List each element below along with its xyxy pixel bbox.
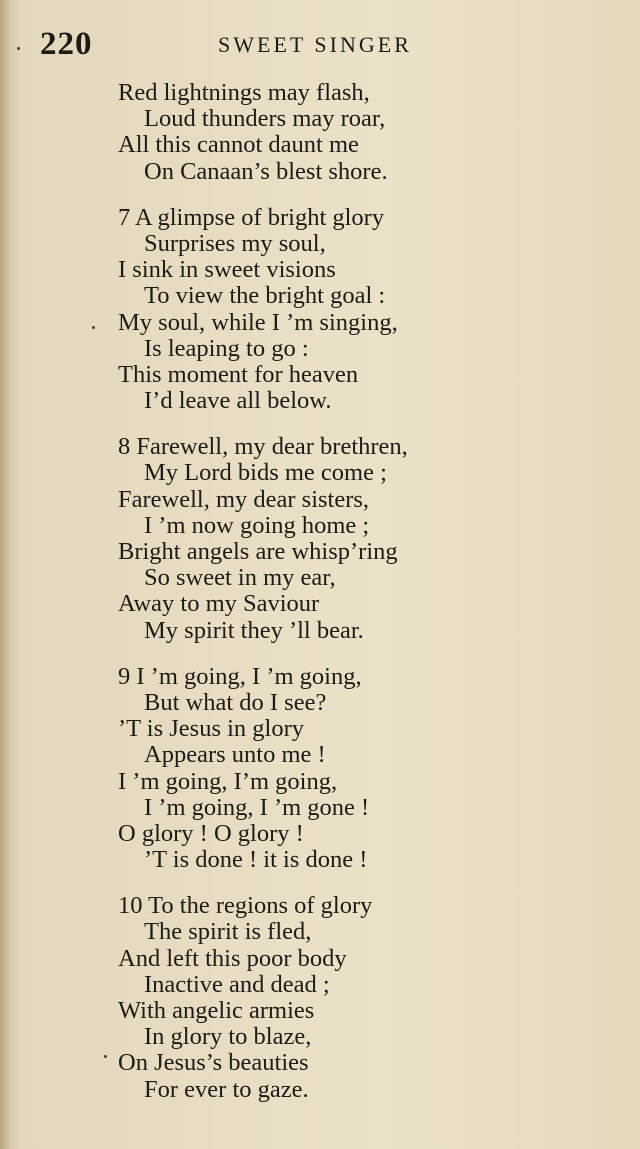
stanza-10 bbox=[118, 893, 408, 1103]
ink-speck bbox=[104, 1055, 107, 1058]
stanza bbox=[118, 80, 408, 185]
verse-line: Bright angels are whisp’ring bbox=[118, 538, 398, 565]
verse-line: For ever to gaze. bbox=[144, 1075, 309, 1103]
verse-line: All this cannot daunt me bbox=[118, 131, 359, 159]
verse-line: My soul, while I ’m singing, bbox=[118, 308, 398, 336]
verse-line: O glory ! O glory ! bbox=[118, 819, 304, 847]
verse-line: And left this poor body bbox=[118, 944, 347, 972]
verse-line: I’d leave all below. bbox=[144, 387, 332, 415]
verse-line: 9 I ’m going, I ’m going, bbox=[118, 662, 362, 690]
verse-line: 8 Farewell, my dear brethren, bbox=[118, 433, 408, 461]
verse-line: My spirit they ’ll bear. bbox=[144, 616, 364, 644]
ink-speck bbox=[17, 47, 20, 50]
verse-line: I sink in sweet visions bbox=[118, 256, 336, 284]
verse-line: Inactive and dead ; bbox=[144, 970, 330, 998]
verse-line: ’T is done ! it is done ! bbox=[144, 846, 368, 874]
verse-line: But what do I see? bbox=[144, 688, 327, 716]
verse-line: So sweet in my ear, bbox=[144, 564, 336, 592]
verse-line: On Canaan’s blest shore. bbox=[144, 157, 388, 185]
verse-line: Red lightnings may flash, bbox=[118, 79, 370, 106]
verse-line: Is leaping to go : bbox=[144, 334, 309, 362]
verse-line: 7 A glimpse of bright glory bbox=[118, 203, 385, 231]
verse-line: I ’m going, I’m going, bbox=[118, 767, 338, 795]
verse-line: In glory to blaze, bbox=[144, 1023, 312, 1051]
verse-line: With angelic armies bbox=[118, 997, 315, 1024]
page-number: 220 bbox=[40, 26, 93, 62]
verse-line: Loud thunders may roar, bbox=[144, 105, 386, 133]
verse-line: This moment for heaven bbox=[118, 360, 359, 388]
page-spine-edge bbox=[0, 0, 10, 1149]
ink-speck bbox=[92, 326, 95, 329]
hymn-text bbox=[118, 80, 408, 1123]
verse-line: 10 To the regions of glory bbox=[118, 892, 373, 920]
verse-line: Farewell, my dear sisters, bbox=[118, 485, 370, 513]
verse-line: Appears unto me ! bbox=[144, 741, 326, 769]
stanza-9 bbox=[118, 664, 408, 874]
stanza-7 bbox=[118, 205, 408, 415]
verse-line: My Lord bids me come ; bbox=[144, 459, 387, 487]
verse-line: I ’m going, I ’m gone ! bbox=[144, 793, 370, 821]
verse-line: Surprises my soul, bbox=[144, 229, 326, 257]
verse-line: ’T is Jesus in glory bbox=[118, 715, 305, 743]
verse-line: Away to my Saviour bbox=[118, 590, 320, 618]
stanza-8 bbox=[118, 434, 408, 644]
verse-line: The spirit is fled, bbox=[144, 918, 312, 946]
verse-line: To view the bright goal : bbox=[144, 282, 386, 310]
verse-line: I ’m now going home ; bbox=[144, 511, 370, 539]
running-head: SWEET SINGER bbox=[218, 32, 412, 57]
verse-line: On Jesus’s beauties bbox=[118, 1049, 309, 1077]
page-header bbox=[40, 26, 440, 66]
